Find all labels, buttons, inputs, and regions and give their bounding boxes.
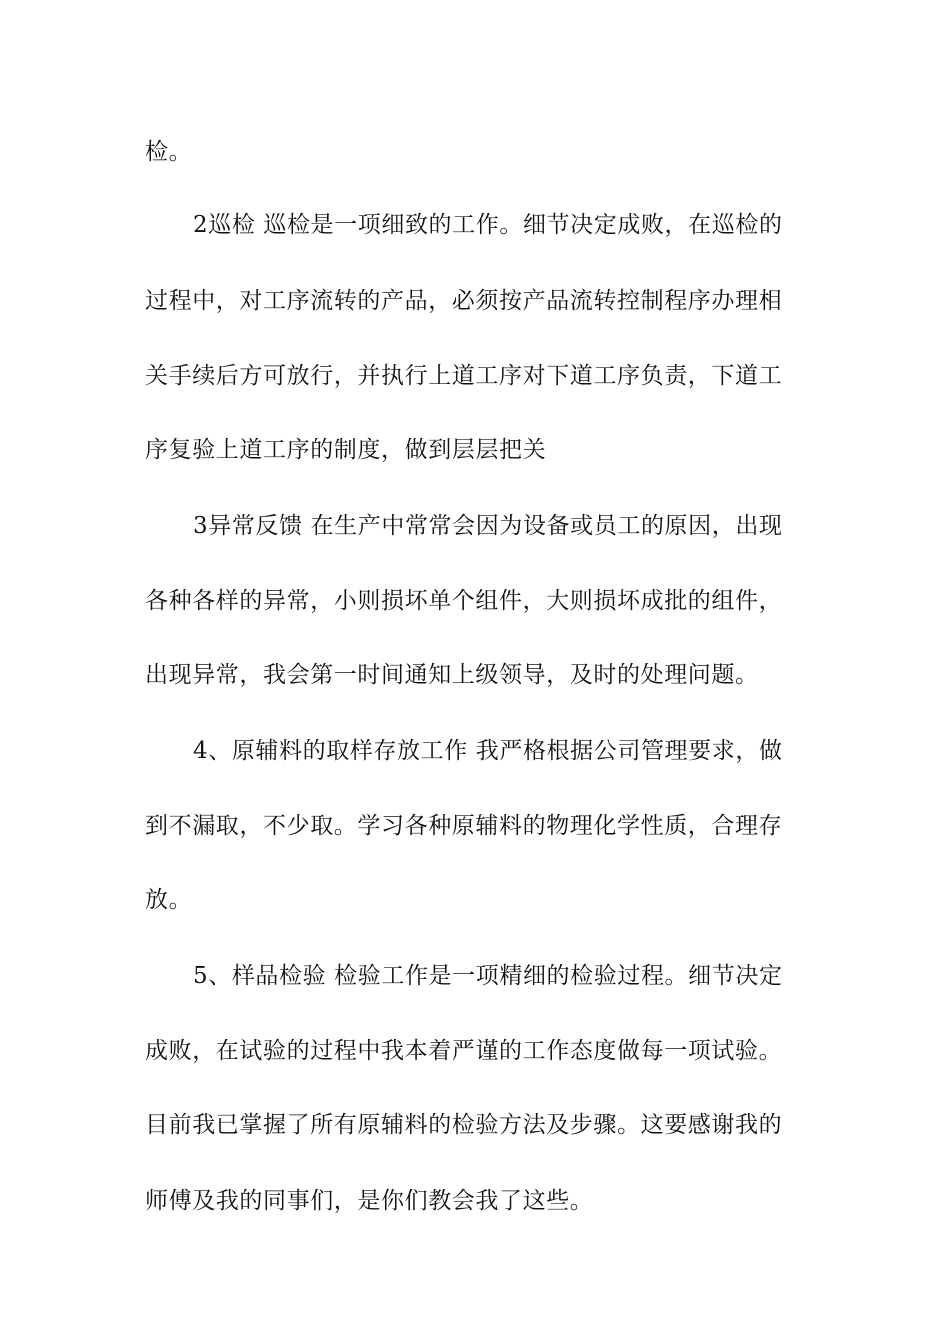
text-line: 关手续后方可放行，并执行上道工序对下道工序负责，下道工 bbox=[145, 363, 783, 389]
text-line: 目前我已掌握了所有原辅料的检验方法及步骤。这要感谢我的 bbox=[145, 1112, 783, 1138]
paragraph-inspection-patrol: 2巡检 巡检是一项细致的工作。细节决定成败，在巡检的 bbox=[193, 212, 783, 238]
text-line: 各种各样的异常，小则损坏单个组件，大则损坏成批的组件， bbox=[145, 588, 783, 614]
paragraph-sample-inspection: 5、样品检验 检验工作是一项精细的检验过程。细节决定 bbox=[193, 963, 783, 989]
text-line: 放。 bbox=[145, 887, 193, 913]
text-line: 出现异常，我会第一时间通知上级领导，及时的处理问题。 bbox=[145, 662, 759, 688]
text-line: 序复验上道工序的制度，做到层层把关 bbox=[145, 437, 547, 463]
text-line: 检。 bbox=[145, 139, 193, 165]
text-line: 师傅及我的同事们，是你们教会我了这些。 bbox=[145, 1188, 594, 1214]
text-line: 成败，在试验的过程中我本着严谨的工作态度做每一项试验。 bbox=[145, 1038, 783, 1064]
paragraph-abnormal-feedback: 3异常反馈 在生产中常常会因为设备或员工的原因，出现 bbox=[193, 513, 783, 539]
text-line: 过程中，对工序流转的产品，必须按产品流转控制程序办理相 bbox=[145, 288, 783, 314]
text-line: 到不漏取，不少取。学习各种原辅料的物理化学性质，合理存 bbox=[145, 813, 783, 839]
paragraph-raw-material-sampling: 4、原辅料的取样存放工作 我严格根据公司管理要求，做 bbox=[193, 738, 783, 764]
